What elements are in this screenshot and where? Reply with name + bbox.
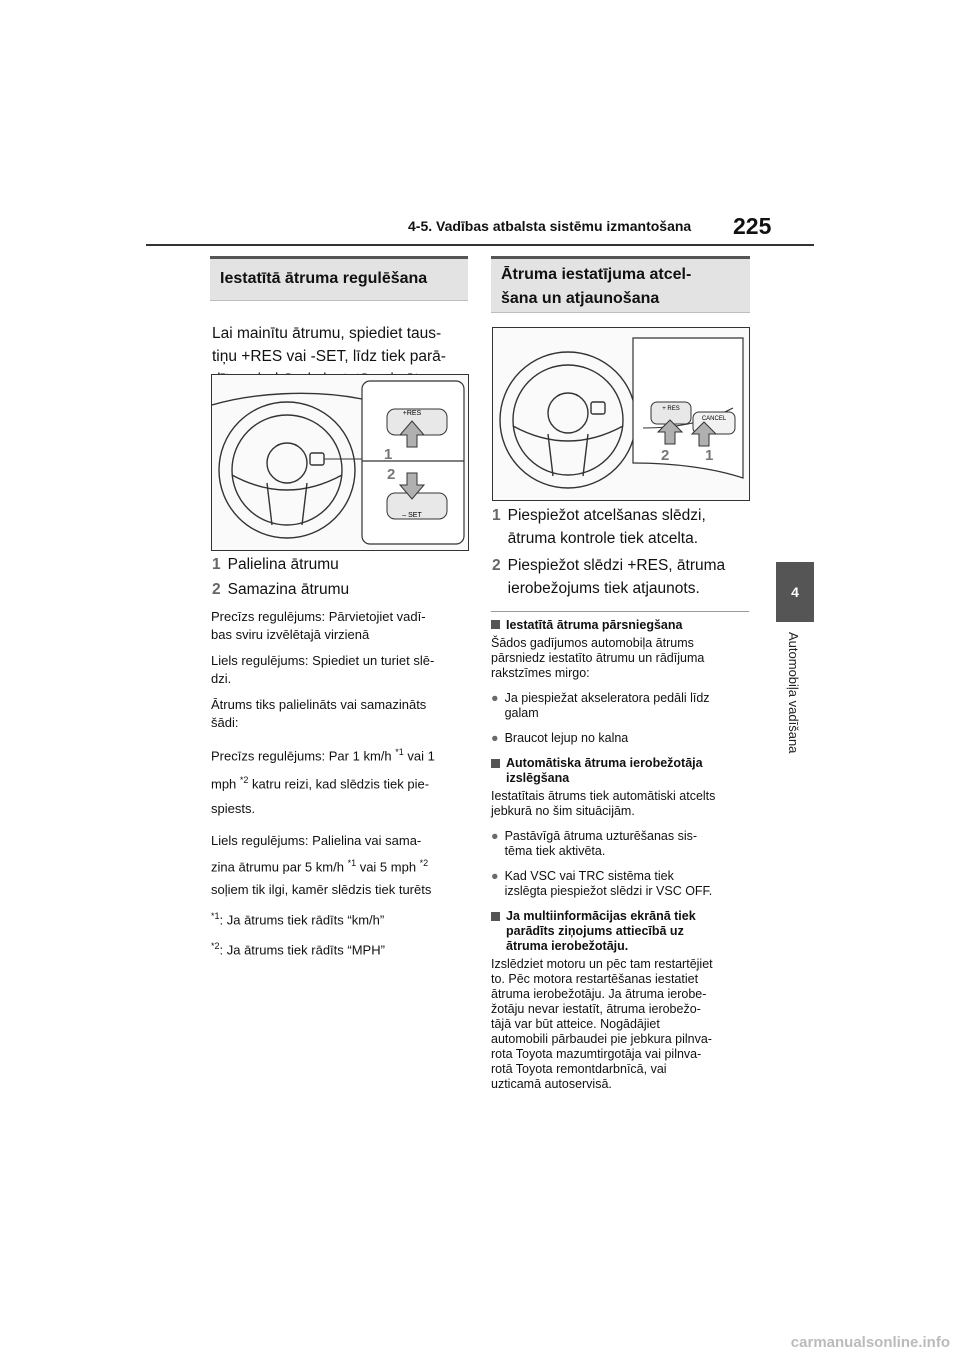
p-line: dzi.: [211, 671, 232, 686]
footnote-mark: *2: [211, 941, 220, 952]
header-rule: [146, 244, 814, 246]
chapter-title: Automobiļa vadīšana: [786, 632, 801, 754]
square-bullet-icon: [491, 620, 500, 629]
title-line: parādīts ziņojums attiecībā uz: [506, 924, 684, 938]
p-line: Ātrums tiks palielināts vai samazināts: [211, 697, 427, 712]
footnote-ref: *2: [419, 857, 429, 868]
left-section-heading: Iestatītā ātruma regulēšana: [210, 256, 468, 301]
chapter-tab: [776, 562, 814, 622]
bullet-line: Ja piespiežat akseleratora pedāli līdz: [504, 691, 710, 705]
note-title: [491, 618, 756, 633]
text: vai 5 mph: [356, 858, 420, 874]
circle-bullet-icon: ●: [491, 869, 499, 883]
text: mph: [211, 776, 240, 792]
body-line: pārsniedz iestatīto ātrumu un rādījuma: [491, 651, 705, 665]
cancel-label: CANCEL: [701, 416, 727, 422]
callout-2: 2: [387, 466, 396, 483]
body-line: ātruma ierobežotāju. Ja ātruma ierobe-: [491, 987, 707, 1001]
body-line: žotāju nevar iestatīt, ātruma ierobežo-: [491, 1002, 701, 1016]
body-line: automobili pārbaudei pie jebkura pilnva-: [491, 1032, 712, 1046]
p-line: soļiem tik ilgi, kamēr slēdzis tiek turēts: [211, 881, 432, 897]
square-bullet-icon: [491, 759, 500, 768]
item-line: ātruma kontrole tiek atcelta.: [507, 530, 699, 547]
p-line: Liels regulējums: Spiediet un turiet slē-: [211, 653, 435, 668]
title-line: Automātiska ātruma ierobežotāja: [506, 756, 703, 770]
bullet-item: [491, 731, 756, 746]
paragraph: [211, 652, 473, 688]
paragraph: [211, 696, 473, 732]
chapter-number: 4: [791, 584, 799, 600]
left-numbered-list: [212, 553, 472, 601]
item-text: Samazina ātrumu: [227, 581, 350, 598]
divider: [491, 611, 749, 612]
steering-figure-cancel: [492, 327, 750, 501]
body-line: rota Toyota mazumtirgotāja vai pilnva-: [491, 1047, 702, 1061]
bullet-line: Braucot lejup no kalna: [504, 731, 629, 745]
item-text: Palielina ātrumu: [227, 556, 339, 573]
p-line: spiests.: [211, 800, 256, 816]
body-line: tājā var būt atteice. Nogādājiet: [491, 1017, 660, 1031]
paragraph: [211, 740, 473, 821]
circle-bullet-icon: ●: [491, 691, 499, 705]
left-paragraphs: [211, 608, 473, 960]
item-line: Piespiežot slēdzi +RES, ātruma: [507, 557, 726, 574]
circle-bullet-icon: ●: [491, 829, 499, 843]
note-body: [491, 957, 756, 1092]
item-number: 2: [492, 557, 501, 574]
text: Precīzs regulējums: Par 1 km/h: [211, 748, 396, 764]
body-line: to. Pēc motora restartēšanas iestatiet: [491, 972, 699, 986]
text: katru reizi, kad slēdzis tiek pie-: [248, 776, 430, 792]
res-label: +RES: [402, 410, 422, 417]
p-line: [211, 852, 473, 878]
item-text: [508, 554, 726, 600]
text: vai 1: [403, 748, 435, 764]
right-numbered-list: [492, 504, 754, 600]
bullet-line: galam: [504, 706, 539, 720]
callout-2: 2: [661, 447, 670, 464]
p-line: bas sviru izvēlētajā virzienā: [211, 627, 370, 642]
steering-figure-adjust: [211, 374, 469, 551]
paragraph: [211, 608, 473, 644]
intro-line: Lai mainītu ātrumu, spiediet taus-: [212, 325, 442, 342]
item-number: 1: [492, 507, 501, 524]
footnote-ref: *2: [239, 775, 249, 786]
item-text: [508, 504, 706, 550]
list-item: [492, 554, 754, 600]
p-line: [211, 768, 473, 796]
bullet-line: Kad VSC vai TRC sistēma tiek: [504, 869, 674, 883]
watermark: carmanualsonline.info: [790, 1334, 950, 1351]
body-line: jebkurā no šim situācijām.: [491, 804, 635, 818]
item-number: 2: [212, 581, 221, 598]
note-body: [491, 636, 756, 681]
page-number: 225: [733, 213, 772, 239]
list-item: [212, 578, 472, 601]
item-number: 1: [212, 556, 221, 573]
footnote-ref: *1: [395, 747, 404, 757]
list-item: [212, 553, 472, 576]
body-line: Iestatītais ātrums tiek automātiski atcelts: [491, 789, 716, 803]
body-line: uzticamā autoservisā.: [491, 1077, 612, 1091]
footnote: [211, 937, 473, 959]
item-line: ierobežojums tiek atjaunots.: [507, 580, 700, 597]
section-title: 4-5. Vadības atbalsta sistēmu izmantošana: [408, 218, 692, 234]
body-line: Šādos gadījumos automobiļa ātrums: [491, 636, 694, 650]
list-item: [492, 504, 754, 550]
right-section-heading: [491, 256, 750, 313]
steering-wheel-illustration: [212, 375, 468, 550]
p-line: Liels regulējums: Palielina vai sama-: [211, 832, 422, 848]
note-title: [491, 909, 756, 954]
body-line: rotā Toyota remontdarbnīcā, vai: [491, 1062, 667, 1076]
footnote: [211, 907, 473, 929]
note-body: [491, 789, 756, 819]
title-line: izslēgšana: [506, 771, 570, 785]
bullet-item: [491, 869, 756, 899]
bullet-line: tēma tiek aktivēta.: [504, 844, 606, 858]
title-line: Ja multiinformācijas ekrānā tiek: [506, 909, 696, 923]
square-bullet-icon: [491, 912, 500, 921]
bullet-item: [491, 829, 756, 859]
title-text: Iestatītā ātruma pārsniegšana: [506, 618, 683, 632]
footnote-text: : Ja ātrums tiek rādīts “km/h”: [219, 912, 385, 928]
heading-line: Ātruma iestatījuma atcel-: [501, 266, 692, 283]
right-notes: [491, 618, 756, 1092]
item-line: Piespiežot atcelšanas slēdzi,: [507, 507, 706, 524]
footnote-text: : Ja ātrums tiek rādīts “MPH”: [219, 942, 385, 958]
body-line: Izslēdziet motoru un pēc tam restartējiet: [491, 957, 713, 971]
bullet-item: [491, 691, 756, 721]
bullet-line: izslēgta piespiežot slēdzi ir VSC OFF.: [504, 884, 713, 898]
callout-1: 1: [705, 447, 714, 464]
note-title: [491, 756, 756, 786]
intro-line: tiņu +RES vai -SET, līdz tiek parā-: [212, 348, 446, 365]
heading-line: šana un atjaunošana: [501, 290, 660, 307]
body-line: rakstzīmes mirgo:: [491, 666, 590, 680]
p-line: [211, 740, 473, 768]
set-label: – SET: [402, 512, 422, 519]
steering-wheel-illustration: [493, 328, 749, 500]
circle-bullet-icon: ●: [491, 731, 499, 745]
bullet-line: Pastāvīgā ātruma uzturēšanas sis-: [504, 829, 698, 843]
footnote-ref: *1: [347, 857, 357, 868]
p-line: šādi:: [211, 715, 239, 730]
footnote-mark: *1: [211, 910, 220, 921]
callout-1: 1: [384, 446, 393, 463]
p-line: Precīzs regulējums: Pārvietojiet vadī-: [211, 609, 426, 624]
title-line: ātruma ierobežotāju.: [506, 939, 629, 953]
res-label: + RES: [662, 406, 680, 412]
paragraph: [211, 829, 473, 901]
text: zina ātrumu par 5 km/h: [211, 858, 348, 874]
